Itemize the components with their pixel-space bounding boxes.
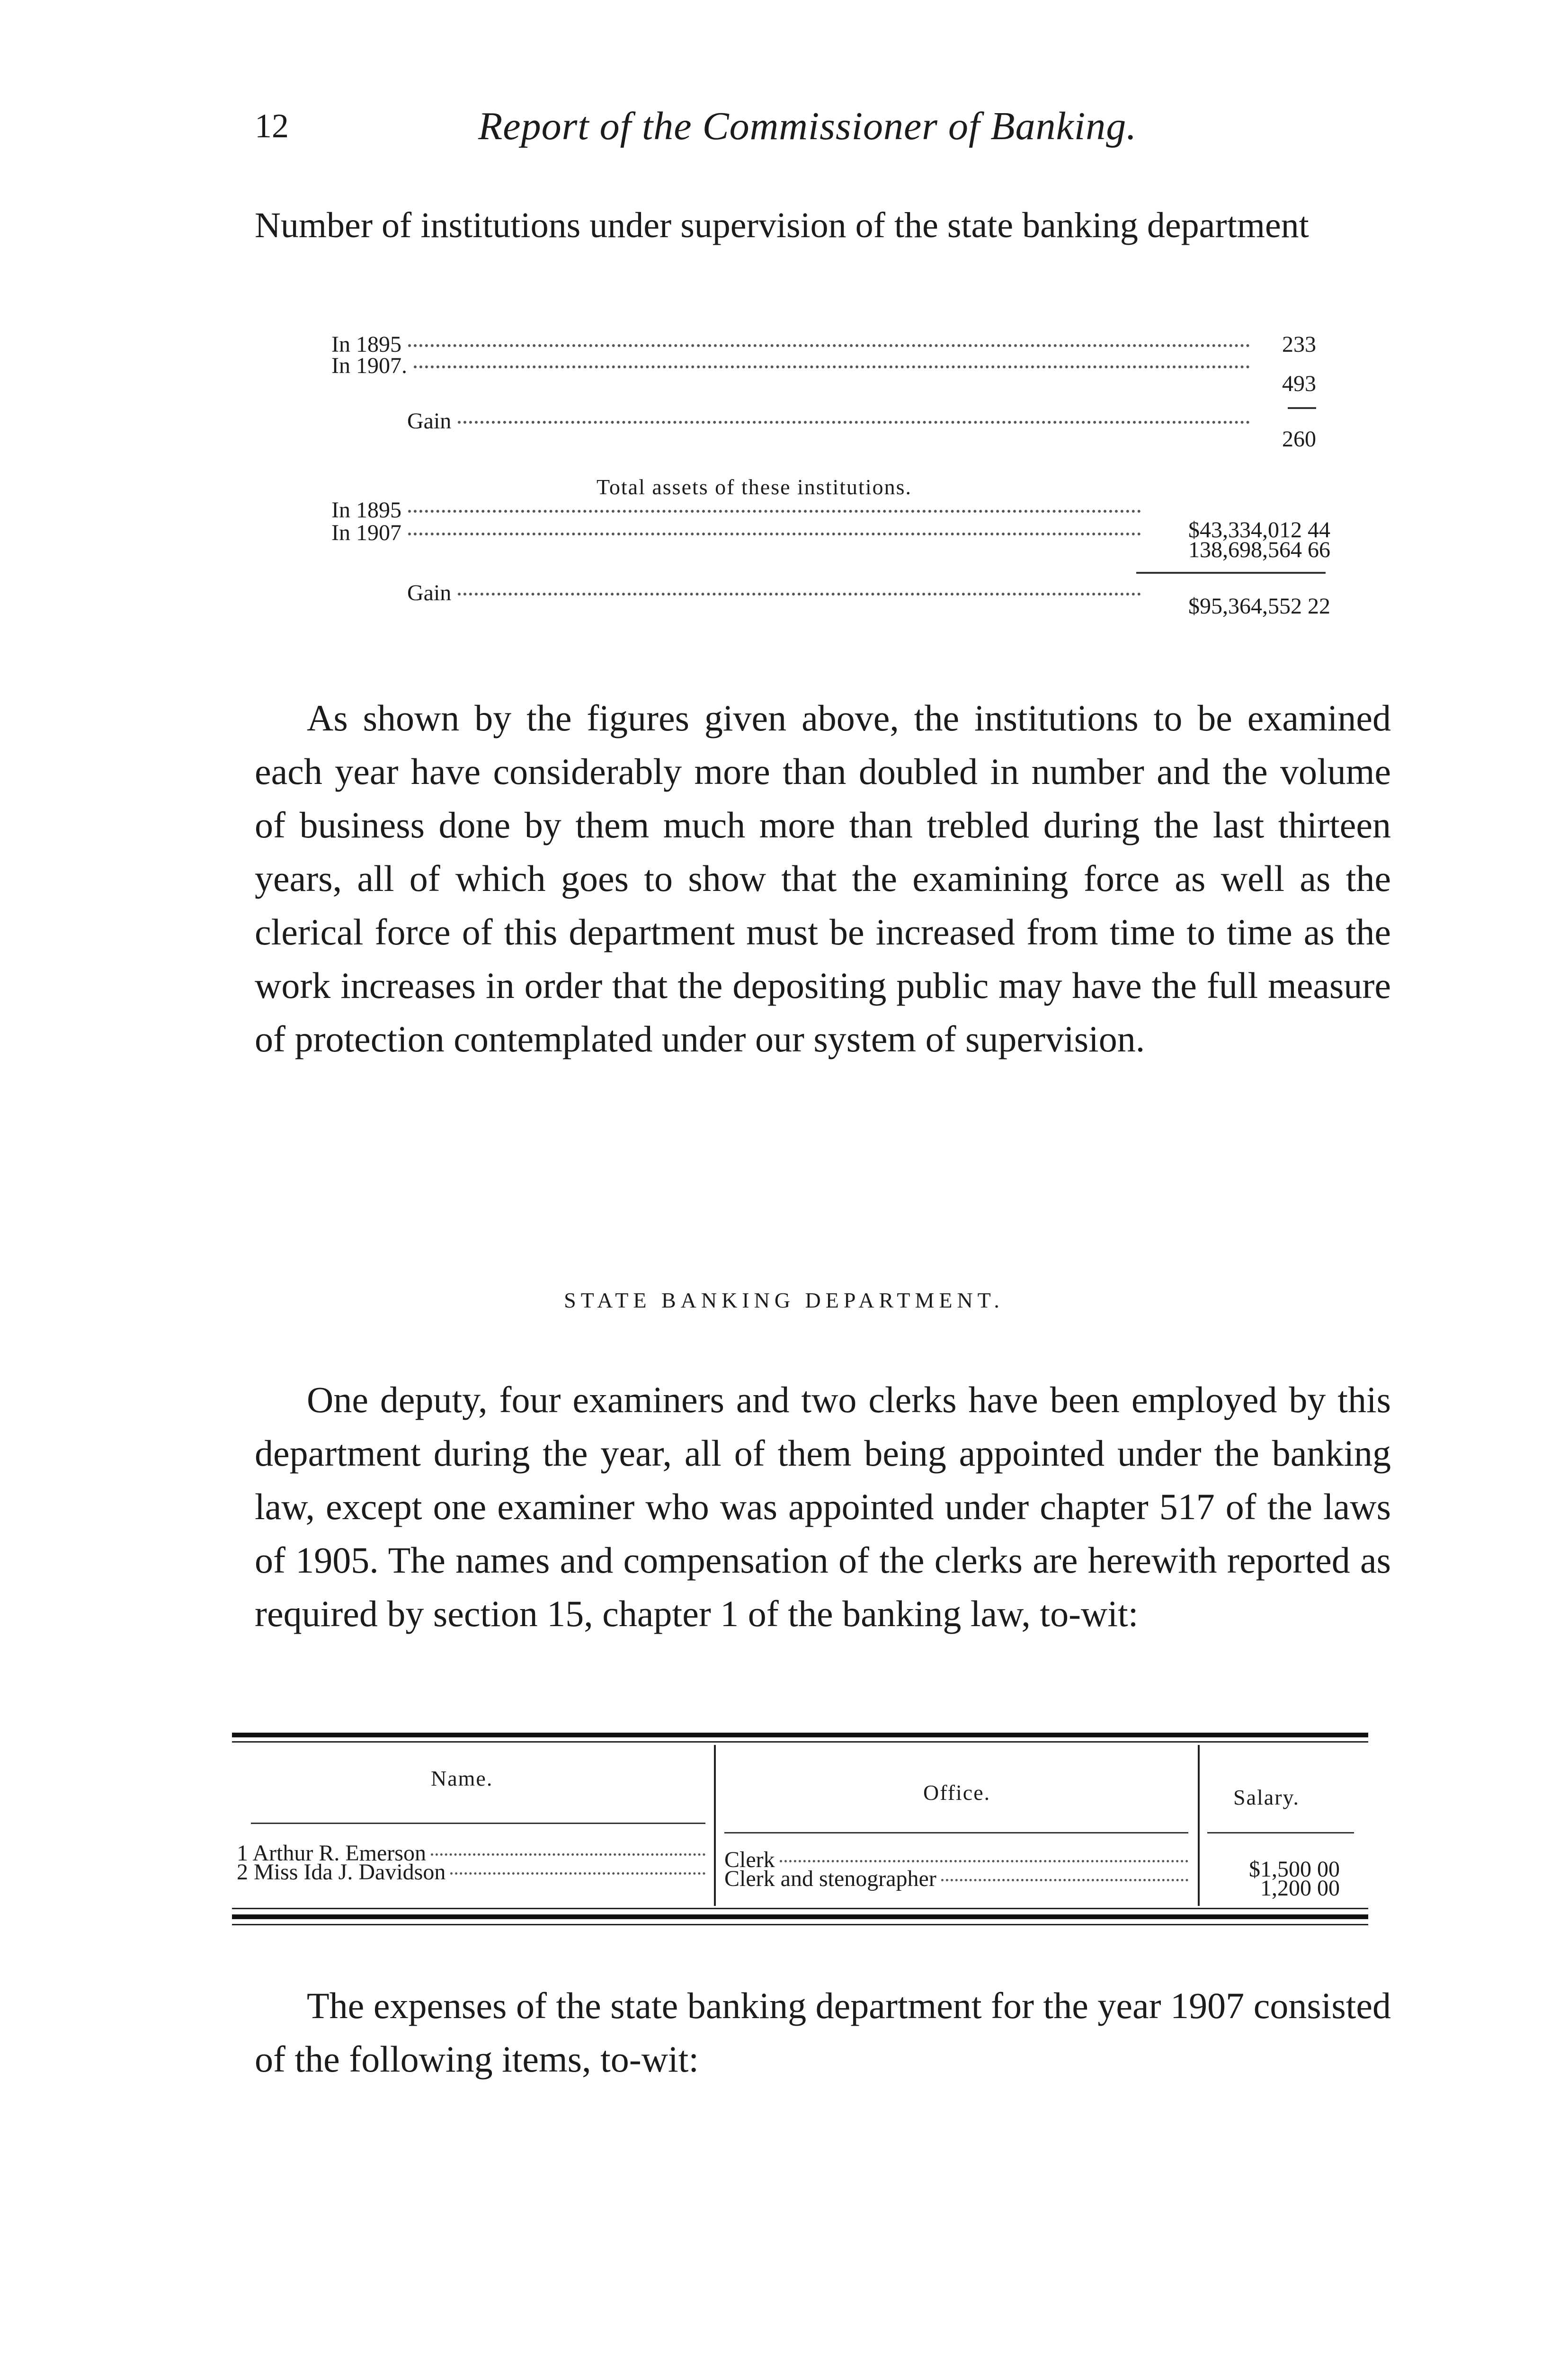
table-bottom-rule-thin xyxy=(232,1908,1368,1909)
row-value: 493 xyxy=(1282,371,1316,396)
clerk-office: Clerk and stenographer xyxy=(724,1866,936,1891)
running-title: Report of the Commissioner of Banking. xyxy=(478,104,1137,148)
dot-leader xyxy=(458,421,1250,424)
table-row xyxy=(237,1860,705,1885)
clerk-salary: $1,500 00 xyxy=(1249,1857,1340,1882)
gain-label: Gain xyxy=(407,409,452,434)
table-top-rule xyxy=(232,1733,1368,1737)
row-label: In 1895 xyxy=(331,332,401,357)
dot-leader xyxy=(941,1879,1188,1881)
assets-gain-row xyxy=(407,580,1330,619)
page-number: 12 xyxy=(255,107,289,145)
clerk-office: Clerk xyxy=(724,1847,775,1872)
dot-leader xyxy=(408,344,1250,347)
institutions-gain-row xyxy=(407,408,1316,452)
table-top-rule-thin xyxy=(232,1741,1368,1743)
clerk-name: 1 Arthur R. Emerson xyxy=(237,1841,426,1866)
row-value: $43,334,012 44 xyxy=(1188,517,1330,543)
column-divider xyxy=(1198,1745,1200,1906)
row-value: 138,698,564 66 xyxy=(1188,537,1330,562)
section-heading: STATE BANKING DEPARTMENT. xyxy=(564,1288,1004,1312)
intro-text: Number of institutions under supervision of the state banking department xyxy=(255,205,1309,245)
dot-leader xyxy=(780,1860,1188,1862)
gain-value: $95,364,552 22 xyxy=(1188,594,1330,619)
paragraph-3: The expenses of the state banking department for the year 1907 consisted of the following items, to-wit: xyxy=(255,1985,1391,2080)
dot-leader xyxy=(458,593,1141,596)
assets-row-1907 xyxy=(331,520,1330,562)
header-underline xyxy=(724,1832,1188,1833)
header-salary: Salary. xyxy=(1233,1785,1300,1809)
header-underline xyxy=(1207,1832,1354,1833)
dot-leader xyxy=(450,1872,705,1875)
dot-leader xyxy=(431,1853,705,1856)
header-office: Office. xyxy=(923,1780,991,1805)
assets-caption: Total assets of these institutions. xyxy=(597,475,912,499)
dot-leader xyxy=(408,510,1141,513)
paragraph-1: As shown by the figures given above, the institutions to be examined each year have considerably more than doubled in number and the volume of business done by them much more than trebled during the last thirteen years, all of which goes to show that the examining force as well as the clerical force of this department must be increased from time to time as the work increases in order that the depositing public may have the full measure of protection contemplated under our system of supervision. xyxy=(255,697,1391,1059)
row-value: 233 xyxy=(1282,332,1316,357)
gain-label: Gain xyxy=(407,580,452,605)
table-bottom-rule xyxy=(232,1914,1368,1919)
table-bottom-rule-thin xyxy=(232,1924,1368,1925)
dot-leader xyxy=(414,365,1250,368)
gain-value: 260 xyxy=(1282,427,1316,452)
row-label: In 1895 xyxy=(331,498,401,523)
table-row xyxy=(724,1866,1188,1892)
dot-leader xyxy=(408,533,1141,535)
sum-rule xyxy=(1136,572,1326,574)
header-underline xyxy=(251,1823,705,1824)
institutions-row-1907 xyxy=(331,353,1316,396)
row-label: In 1907. xyxy=(331,353,407,378)
column-divider xyxy=(714,1745,716,1906)
clerk-salary: 1,200 00 xyxy=(1260,1876,1340,1901)
header-name: Name. xyxy=(431,1766,493,1790)
row-label: In 1907 xyxy=(331,520,401,545)
clerk-name: 2 Miss Ida J. Davidson xyxy=(237,1860,446,1885)
paragraph-2: One deputy, four examiners and two clerks have been employed by this department during the year, all of them being appointed under the banking law, except one examiner who was appointed under chapter 517 of the laws of 1905. The names and compensation of the clerks are herewith reported as required by section 15, chapter 1 of the banking law, to-wit: xyxy=(255,1379,1391,1634)
